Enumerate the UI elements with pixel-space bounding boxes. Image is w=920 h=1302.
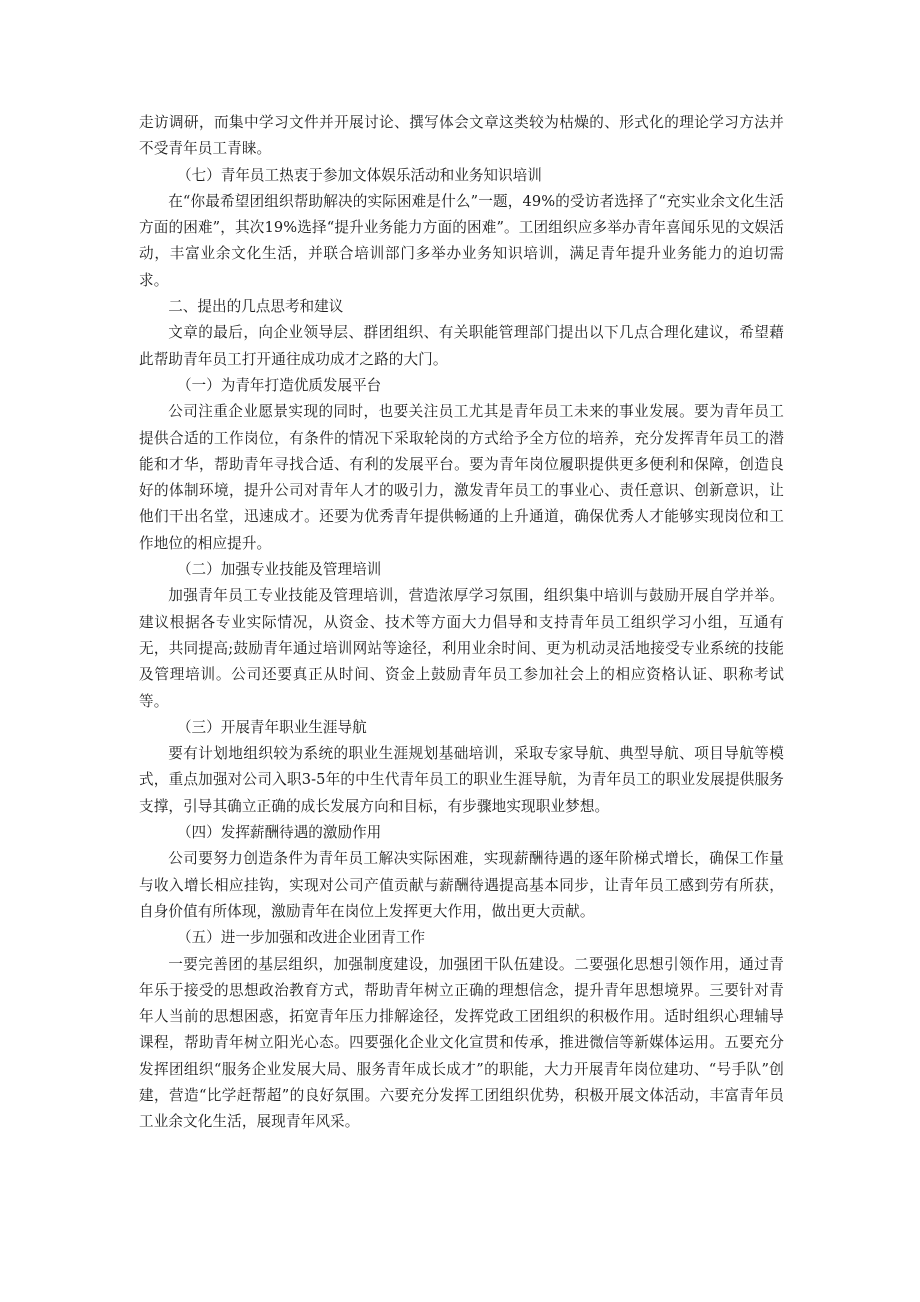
paragraph: 文章的最后，向企业领导层、群团组织、有关职能管理部门提出以下几点合理化建议，希望藉此帮助青年员工打开通往成功成才之路的大门。 xyxy=(139,324,784,368)
section-heading-7: （七）青年员工热衷于参加文体娱乐活动和业务知识培训 xyxy=(176,166,542,184)
section-heading-2: （二）加强专业技能及管理培训 xyxy=(176,561,382,579)
paragraph: 要有计划地组织较为系统的职业生涯规划基础培训，采取专家导航、典型导航、项目导航等模式，重点加强对公司入职3-5年的中生代青年员工的职业生涯导航，为青年员工的职业发展提供服务支撑，引导其确立正确的成长发展方向和目标，有步骤地实现职业梦想。 xyxy=(139,745,784,815)
paragraph: 一要完善团的基层组织，加强制度建设，加强团干队伍建设。二要强化思想引领作用，通过青年乐于接受的思想政治教育方式，帮助青年树立正确的理想信念，提升青年思想境界。三要针对青年人当前的思想困惑，拓宽青年压力排解途径，发挥党政工团组织的积极作用。适时组织心理辅导课程，帮助青年树立阳光心态。四要强化企业文化宣贯和传承，推进微信等新媒体运用。五要充分发挥团组织“服务企业发展大局、服务青年成长成才”的职能，大力开展青年岗位建功、“号手队”创建，营造“比学赶帮超”的良好氛围。六要充分发挥工团组织优势，积极开展文体活动，丰富青年员工业余文化生活，展现青年风采。 xyxy=(139,955,784,1131)
paragraph: 在“你最希望团组织帮助解决的实际困难是什么”一题，49%的受访者选择了“充实业余文化生活方面的困难”，其次19%选择“提升业务能力方面的困难”。工团组织应多举办青年喜闻乐见的文娱活动，丰富业余文化生活，并联合培训部门多举办业务知识培训，满足青年提升业务能力的迫切需求。 xyxy=(139,192,784,289)
document-body xyxy=(139,110,784,1136)
chapter-heading-2: 二、提出的几点思考和建议 xyxy=(168,298,344,316)
paragraph-continued: 走访调研，而集中学习文件并开展讨论、撰写体会文章这类较为枯燥的、形式化的理论学习方法并不受青年员工青睐。 xyxy=(139,114,784,158)
section-heading-1: （一）为青年打造优质发展平台 xyxy=(176,376,382,394)
section-heading-4: （四）发挥薪酬待遇的激励作用 xyxy=(176,824,382,842)
paragraph: 公司注重企业愿景实现的同时，也要关注员工尤其是青年员工未来的事业发展。要为青年员工提供合适的工作岗位，有条件的情况下采取轮岗的方式给予全方位的培养，充分发挥青年员工的潜能和才华，帮助青年寻找合适、有利的发展平台。要为青年岗位履职提供更多便利和保障，创造良好的体制环境，提升公司对青年人才的吸引力，激发青年员工的事业心、责任意识、创新意识，让他们干出名堂，迅速成才。还要为优秀青年提供畅通的上升通道，确保优秀人才能够实现岗位和工作地位的相应提升。 xyxy=(139,403,784,552)
section-heading-3: （三）开展青年职业生涯导航 xyxy=(176,718,367,736)
paragraph: 公司要努力创造条件为青年员工解决实际困难，实现薪酬待遇的逐年阶梯式增长，确保工作量与收入增长相应挂钩，实现对公司产值贡献与薪酬待遇提高基本同步，让青年员工感到劳有所获，自身价值有所体现，激励青年在岗位上发挥更大作用，做出更大贡献。 xyxy=(139,850,784,920)
paragraph: 加强青年员工专业技能及管理培训，营造浓厚学习氛围，组织集中培训与鼓励开展自学并举。建议根据各专业实际情况，从资金、技术等方面大力倡导和支持青年员工组织学习小组，互通有无，共同提高;鼓励青年通过培训网站等途径，利用业余时间、更为机动灵活地接受专业系统的技能及管理培训。公司还要真正从时间、资金上鼓励青年员工参加社会上的相应资格认证、职称考试等。 xyxy=(139,587,784,710)
section-heading-5: （五）进一步加强和改进企业团青工作 xyxy=(176,929,426,947)
